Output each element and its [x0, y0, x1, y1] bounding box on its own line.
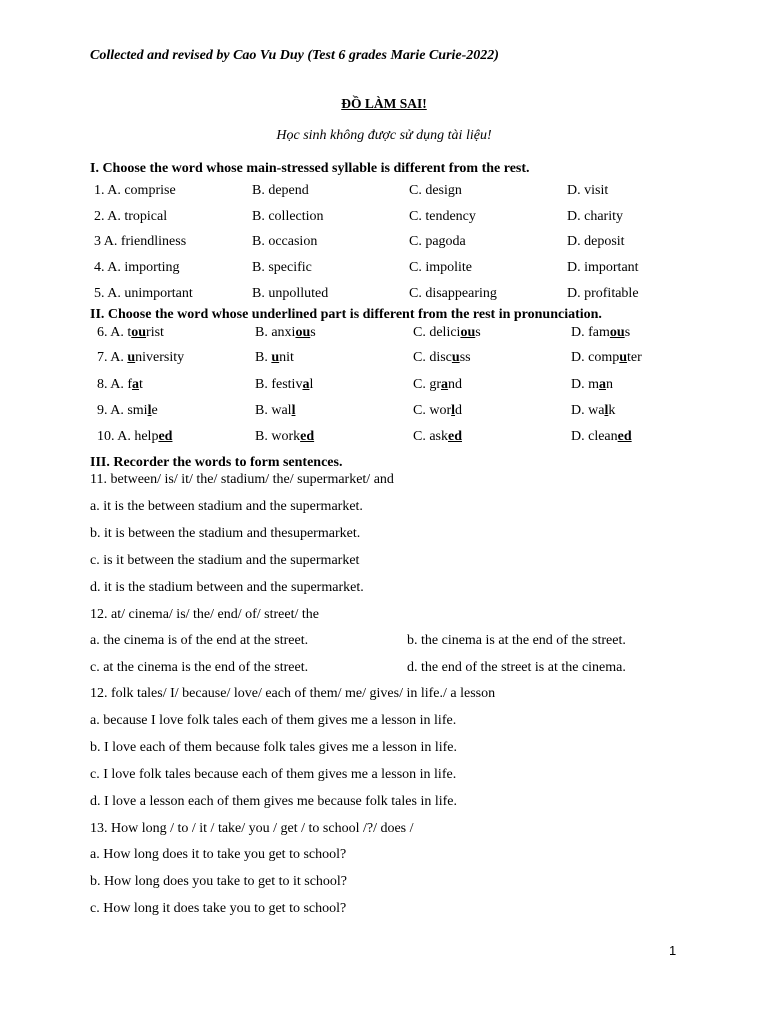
- answer-option: B. occasion: [252, 234, 318, 249]
- q12-option-a: a. the cinema is of the end at the street.: [90, 633, 309, 648]
- underlined-part: a: [599, 377, 606, 392]
- answer-option: [97, 350, 184, 366]
- word-part: nd: [448, 377, 462, 392]
- answer-option: [571, 350, 642, 366]
- word-part: C. ask: [413, 429, 448, 444]
- underlined-part: ed: [158, 429, 173, 444]
- answer-option: D. visit: [567, 183, 609, 198]
- word-part: ter: [627, 350, 642, 365]
- underlined-part: ed: [448, 429, 462, 444]
- answer-option: D. charity: [567, 209, 623, 224]
- pronunciation-question-row: [0, 325, 768, 343]
- answer-option: 2. A. tropical: [94, 209, 168, 224]
- word-part: C. disc: [413, 350, 452, 365]
- stress-question-row: [0, 209, 768, 227]
- q11-option-c: c. is it between the stadium and the supermarket: [90, 553, 360, 568]
- answer-option: B. depend: [252, 183, 309, 198]
- word-part: D. clean: [571, 429, 618, 444]
- underlined-part: u: [451, 350, 460, 365]
- q11-option-d: d. it is the stadium between and the supermarket.: [90, 580, 364, 595]
- word-part: B. wal: [255, 403, 292, 418]
- underlined-part: ou: [460, 325, 476, 340]
- answer-option: C. pagoda: [409, 234, 466, 249]
- page-number: 1: [669, 943, 677, 958]
- underlined-part: ou: [609, 325, 625, 340]
- question-12b: 12. folk tales/ I/ because/ love/ each of them/ me/ gives/ in life./ a lesson: [90, 686, 496, 701]
- stress-question-row: [0, 286, 768, 304]
- word-part: ss: [459, 350, 471, 365]
- q13-option-b: b. How long does you take to get to it school?: [90, 874, 348, 889]
- word-part: D. m: [571, 377, 599, 392]
- answer-option: B. specific: [252, 260, 312, 275]
- answer-option: B. unpolluted: [252, 286, 329, 301]
- q12-option-d: d. the end of the street is at the cinema.: [407, 660, 626, 675]
- page-title: ĐỒ LÀM SAI!: [341, 96, 427, 111]
- answer-option: D. profitable: [567, 286, 639, 301]
- word-part: D. wa: [571, 403, 605, 418]
- q13-option-a: a. How long does it to take you get to school?: [90, 847, 347, 862]
- question-13: 13. How long / to / it / take/ you / get / to school /?/ does /: [90, 821, 414, 836]
- answer-option: [255, 429, 314, 445]
- q12b-option-d: d. I love a lesson each of them gives me because folk tales in life.: [90, 794, 457, 809]
- stress-question-row: [0, 260, 768, 278]
- q13-option-c: c. How long it does take you to get to school?: [90, 901, 347, 916]
- answer-option: [571, 377, 613, 393]
- q11-option-a: a. it is the between stadium and the supermarket.: [90, 499, 363, 514]
- answer-option: [571, 403, 615, 419]
- q12-option-c: c. at the cinema is the end of the street.: [90, 660, 309, 675]
- answer-option: 1. A. comprise: [94, 183, 176, 198]
- underlined-part: u: [619, 350, 628, 365]
- word-part: n: [606, 377, 613, 392]
- pronunciation-question-row: [0, 403, 768, 421]
- q12b-option-a: a. because I love folk tales each of them gives me a lesson in life.: [90, 713, 457, 728]
- word-part: t: [139, 377, 143, 392]
- word-part: C. delici: [413, 325, 461, 340]
- word-part: 10. A. help: [97, 429, 159, 444]
- pronunciation-question-row: [0, 429, 768, 447]
- word-part: l: [309, 377, 314, 392]
- word-part: 8. A. f: [97, 377, 132, 392]
- answer-option: C. disappearing: [409, 286, 497, 301]
- q11-option-b: b. it is between the stadium and thesupermarket.: [90, 526, 361, 541]
- section-3-heading: III. Recorder the words to form sentences.: [90, 455, 343, 470]
- question-11: 11. between/ is/ it/ the/ stadium/ the/ supermarket/ and: [90, 472, 394, 487]
- word-part: rist: [146, 325, 164, 340]
- section-1-heading: I. Choose the word whose main-stressed syllable is different from the rest.: [90, 161, 530, 176]
- pronunciation-question-row: [0, 377, 768, 395]
- word-part: k: [608, 403, 616, 418]
- answer-option: C. impolite: [409, 260, 472, 275]
- word-part: 9. A. smi: [97, 403, 148, 418]
- underlined-part: l: [147, 403, 152, 418]
- underlined-part: ed: [300, 429, 315, 444]
- word-part: B. festiv: [255, 377, 303, 392]
- word-part: D. comp: [571, 350, 620, 365]
- word-part: C. wor: [413, 403, 452, 418]
- word-part: 7. A.: [97, 350, 128, 365]
- section-2-heading: II. Choose the word whose underlined part is different from the rest in pronunciation.: [90, 307, 602, 322]
- answer-option: [97, 403, 158, 419]
- stress-question-row: [0, 183, 768, 201]
- underlined-part: u: [127, 350, 136, 365]
- answer-option: [413, 377, 462, 393]
- word-part: nit: [279, 350, 294, 365]
- answer-option: D. deposit: [567, 234, 625, 249]
- answer-option: 4. A. importing: [94, 260, 180, 275]
- word-part: s: [624, 325, 631, 340]
- answer-option: [413, 429, 462, 445]
- answer-option: 3 A. friendliness: [94, 234, 187, 249]
- answer-option: [97, 429, 172, 445]
- page-subtitle: Học sinh không được sử dụng tài liệu!: [276, 128, 492, 143]
- answer-option: [255, 350, 294, 366]
- word-part: 6. A. t: [97, 325, 132, 340]
- answer-option: [255, 325, 316, 341]
- underlined-part: u: [271, 350, 280, 365]
- answer-option: [571, 325, 630, 341]
- answer-option: B. collection: [252, 209, 324, 224]
- answer-option: 5. A. unimportant: [94, 286, 193, 301]
- answer-option: [255, 403, 295, 419]
- question-12: 12. at/ cinema/ is/ the/ end/ of/ street/ the: [90, 607, 319, 622]
- q12b-option-c: c. I love folk tales because each of them gives me a lesson in life.: [90, 767, 457, 782]
- answer-option: [571, 429, 632, 445]
- underlined-part: a: [441, 377, 448, 392]
- underlined-part: l: [604, 403, 609, 418]
- word-part: B. anxi: [255, 325, 296, 340]
- word-part: B.: [255, 350, 272, 365]
- underlined-part: ed: [617, 429, 632, 444]
- answer-option: [413, 403, 462, 419]
- underlined-part: a: [132, 377, 139, 392]
- word-part: d: [455, 403, 463, 418]
- answer-option: D. important: [567, 260, 639, 275]
- pronunciation-question-row: [0, 350, 768, 368]
- underlined-part: l: [291, 403, 296, 418]
- underlined-part: ou: [131, 325, 147, 340]
- answer-option: [413, 350, 471, 366]
- underlined-part: ou: [295, 325, 311, 340]
- word-part: B. work: [255, 429, 301, 444]
- word-part: s: [310, 325, 316, 340]
- underlined-part: a: [302, 377, 310, 392]
- answer-option: C. design: [409, 183, 462, 198]
- word-part: niversity: [135, 350, 185, 365]
- word-part: D. fam: [571, 325, 610, 340]
- word-part: s: [475, 325, 481, 340]
- word-part: C. gr: [413, 377, 441, 392]
- word-part: e: [151, 403, 158, 418]
- answer-option: [255, 377, 313, 393]
- answer-option: [413, 325, 481, 341]
- q12b-option-b: b. I love each of them because folk tales gives me a lesson in life.: [90, 740, 457, 755]
- answer-option: C. tendency: [409, 209, 476, 224]
- underlined-part: l: [451, 403, 456, 418]
- stress-question-row: [0, 234, 768, 252]
- document-header: Collected and revised by Cao Vu Duy (Test 6 grades Marie Curie-2022): [90, 48, 499, 63]
- answer-option: [97, 377, 143, 393]
- answer-option: [97, 325, 164, 341]
- q12-option-b: b. the cinema is at the end of the street.: [407, 633, 626, 648]
